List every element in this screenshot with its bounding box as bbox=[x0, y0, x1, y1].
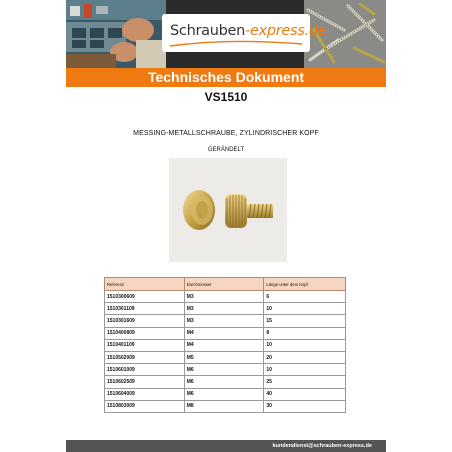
table-row bbox=[105, 364, 346, 376]
cell-laenge: 10 bbox=[264, 303, 346, 315]
cell-durchmesser: M3 bbox=[184, 315, 264, 327]
product-photo bbox=[169, 158, 287, 262]
table-row bbox=[105, 315, 346, 327]
logo-swoosh bbox=[168, 40, 304, 48]
cell-referenz: 1510401109 bbox=[105, 339, 185, 351]
product-subtitle: GERÄNDELT bbox=[207, 147, 245, 153]
cell-laenge: 6 bbox=[264, 291, 346, 303]
table-row bbox=[105, 327, 346, 339]
table-row bbox=[105, 303, 346, 315]
header-banner bbox=[66, 0, 386, 87]
cell-laenge: 15 bbox=[264, 315, 346, 327]
cell-referenz: 1510602509 bbox=[105, 376, 185, 388]
column-header-laenge: Länge unter dem Kopf bbox=[264, 278, 346, 291]
table-row bbox=[105, 339, 346, 351]
table-row bbox=[105, 351, 346, 363]
cell-referenz: 1510604009 bbox=[105, 388, 185, 400]
cell-durchmesser: M4 bbox=[184, 327, 264, 339]
column-header-durchmesser: Durchmesser bbox=[184, 278, 264, 291]
cell-referenz: 1510803009 bbox=[105, 400, 185, 412]
table-row bbox=[105, 291, 346, 303]
support-email-link[interactable]: kundendienst@schrauben-express.de bbox=[272, 443, 372, 449]
cell-laenge: 10 bbox=[264, 364, 346, 376]
cell-referenz: 1510301109 bbox=[105, 303, 185, 315]
cell-durchmesser: M6 bbox=[184, 388, 264, 400]
cell-laenge: 8 bbox=[264, 327, 346, 339]
cell-referenz: 1510301609 bbox=[105, 315, 185, 327]
cell-laenge: 25 bbox=[264, 376, 346, 388]
cell-laenge: 10 bbox=[264, 339, 346, 351]
cell-referenz: 1510300609 bbox=[105, 291, 185, 303]
cell-laenge: 20 bbox=[264, 351, 346, 363]
cell-durchmesser: M3 bbox=[184, 291, 264, 303]
table-row bbox=[105, 376, 346, 388]
cell-durchmesser: M3 bbox=[184, 303, 264, 315]
table-header-row bbox=[105, 278, 346, 291]
cell-referenz: 1510502009 bbox=[105, 351, 185, 363]
document-title: Technisches Dokument bbox=[66, 68, 386, 87]
cell-laenge: 30 bbox=[264, 400, 346, 412]
footer-bar bbox=[66, 440, 386, 452]
cell-durchmesser: M4 bbox=[184, 339, 264, 351]
cell-durchmesser: M6 bbox=[184, 376, 264, 388]
spec-table bbox=[104, 277, 346, 413]
logo-main-text: Schrauben bbox=[170, 23, 246, 39]
product-title: MESSING-METALLSCHRAUBE, ZYLINDRISCHER KOPF bbox=[133, 130, 319, 137]
cell-laenge: 40 bbox=[264, 388, 346, 400]
column-header-referenz: Referenz bbox=[105, 278, 185, 291]
table-row bbox=[105, 388, 346, 400]
logo-text bbox=[170, 23, 326, 39]
logo-sub-text: -express.de bbox=[245, 23, 327, 39]
workshop-photo bbox=[66, 0, 166, 68]
cell-referenz: 1510400809 bbox=[105, 327, 185, 339]
logo bbox=[162, 14, 327, 52]
document-code: VS1510 bbox=[204, 90, 248, 104]
cell-durchmesser: M6 bbox=[184, 364, 264, 376]
cell-durchmesser: M5 bbox=[184, 351, 264, 363]
table-row bbox=[105, 400, 346, 412]
cell-durchmesser: M8 bbox=[184, 400, 264, 412]
cell-referenz: 1510601009 bbox=[105, 364, 185, 376]
